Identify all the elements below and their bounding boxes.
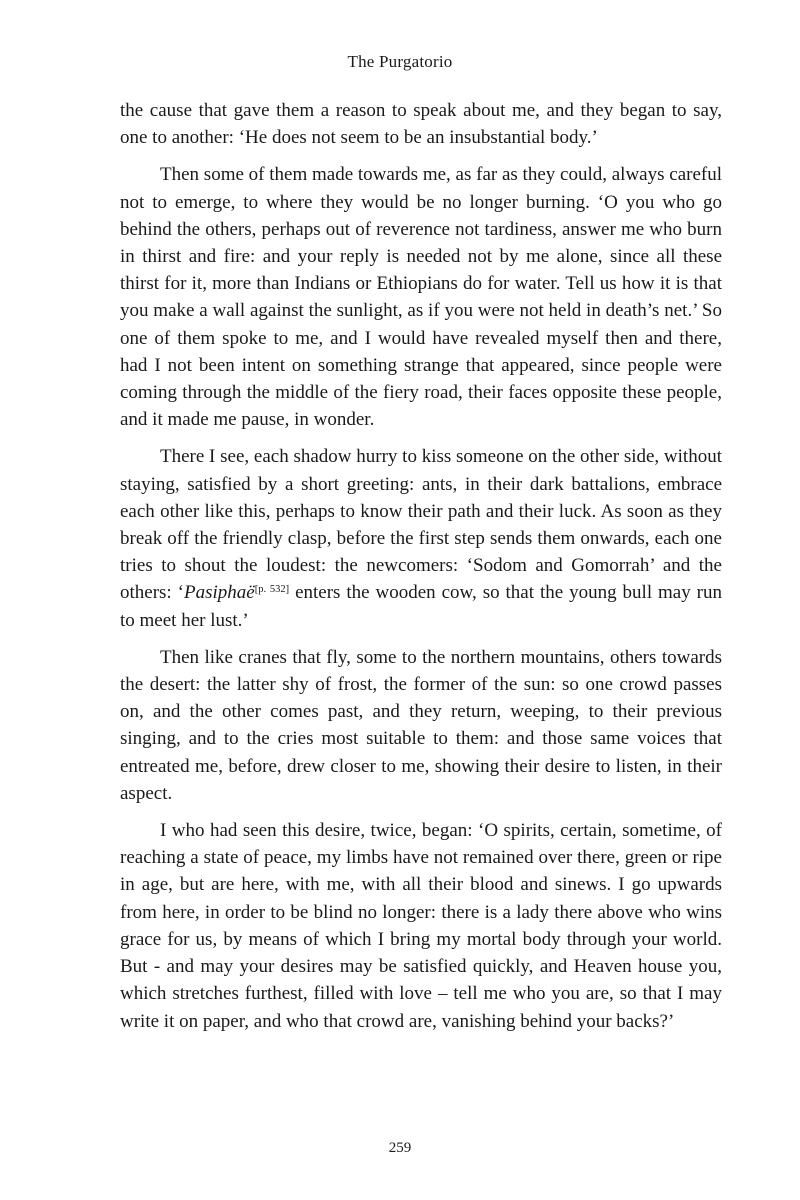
paragraph-5: I who had seen this desire, twice, began: ‘O spirits, certain, sometime, of reaching a state of peace, my limbs have not remained over there, green or ripe in age, but are here, with me, with all their blood and sinews. I go upwards from here, in order to be blind no longer: there is a lady there above who wins grace for us, by means of which I bring my mortal body through your world. But - and may your desires may be satisfied quickly, and Heaven house you, which stretches furthest, filled with love – tell me who you are, so that I may write it on paper, and who that crowd are, vanishing behind your backs?’ [120,820,722,1032]
page-number: 259 [388,1140,412,1156]
paragraph-2: Then some of them made towards me, as far as they could, always careful not to emerge, to where they would be no longer burning. ‘O you who go behind the others, perhaps out of reverence not tardiness, answer me who burn in thirst and fire: and your reply is needed not by me alone, since all these thirst for it, more than Indians or Ethiopians do for water. Tell us how it is that you make a wall against the sunlight, as if you were not held in death’s net.’ So one of them spoke to me, and I would have revealed myself then and there, had I not been intent on something strange that appeared, since people were coming through the middle of the fiery road, their faces opposite these people, and it made me pause, in wonder. [120,164,722,431]
paragraph-1: the cause that gave them a reason to speak about me, and they began to say, one to another: ‘He does not seem to be an insubstantial body.’ [120,100,722,149]
paragraph-3 [120,443,722,633]
running-head: The Purgatorio [347,52,453,71]
italic-name: Pasiphaë [183,582,255,604]
paragraph-3-text-a: There I see, each shadow hurry to kiss someone on the other side, without staying, satisfied by a short greeting: ants, in their dark battalions, embrace each other like this, perhaps to know their path and their luck. As soon as they break off the friendly clasp, before the first step sends them onwards, each one tries to shout the loudest: the newcomers: ‘Sodom and Gomorrah’ and the others: ‘ [120,446,722,604]
paragraph-3-text-b: enters the wooden cow, so that the young bull may run to meet her lust.’ [120,582,722,631]
body-text [120,97,722,1045]
paragraph-4: Then like cranes that fly, some to the northern mountains, others towards the desert: the latter shy of frost, the former of the sun: so one crowd passes on, and the other comes past, and they return, weeping, to their previous singing, and to the cries most suitable to them: and those same voices that entreated me, before, drew closer to me, showing their desire to listen, in their aspect. [120,646,722,804]
page-reference: [p. 532] [254,584,290,596]
